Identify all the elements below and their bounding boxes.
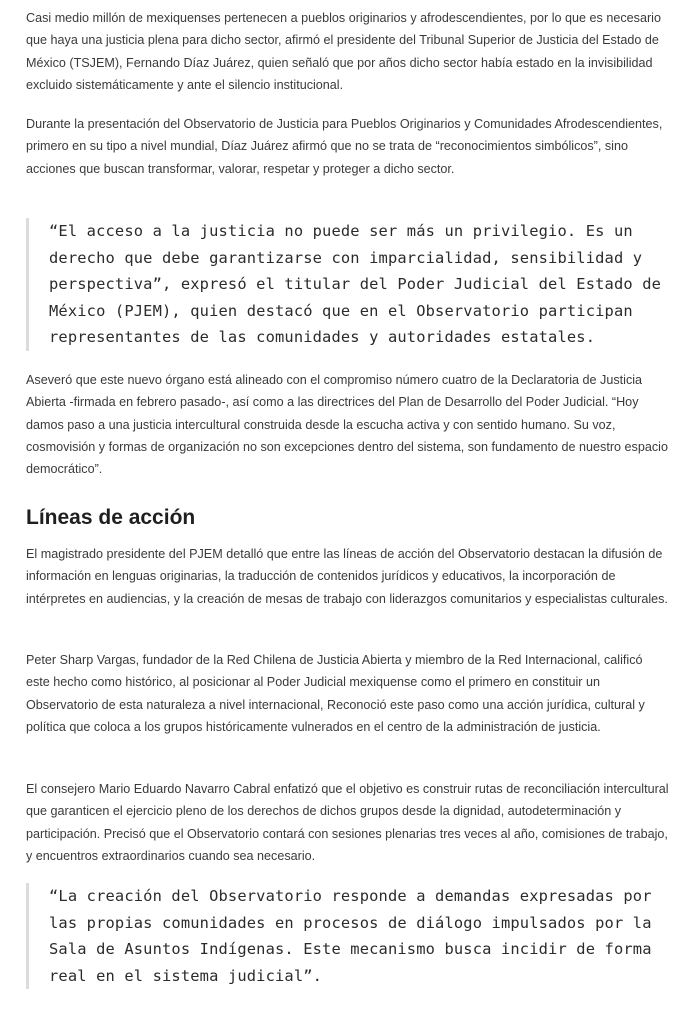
article-paragraph: Aseveró que este nuevo órgano está alineado con el compromiso número cuatro de la Declaratoria de Justicia Abierta -firmada en febrero pasado-, así como a las directrices del Plan de Desarrollo del Poder Judicial. “Hoy damos paso a una justicia intercultural construida desde la escucha activa y con sentido humano. Su voz, cosmovisión y formas de organización no son excepciones dentro del sistema, son fundamento de nuestro espacio democrático”. xyxy=(26,373,668,477)
pull-quote: “El acceso a la justicia no puede ser más un privilegio. Es un derecho que debe garantizarse con imparcialidad, sensibilidad y perspectiva”, expresó el titular del Poder Judicial del Estado de México (PJEM), quien destacó que en el Observatorio participan representantes de las comunidades y autoridades estatales. xyxy=(26,218,672,351)
section-heading: Líneas de acción xyxy=(26,506,196,529)
pull-quote: “La creación del Observatorio responde a demandas expresadas por las propias comunidades en procesos de diálogo impulsados por la Sala de Asuntos Indígenas. Este mecanismo busca incidir de forma real en el sistema judicial”. xyxy=(26,883,672,989)
article-paragraph: El consejero Mario Eduardo Navarro Cabral enfatizó que el objetivo es construir rutas de reconciliación intercultural que garanticen el ejercicio pleno de los derechos de dichos grupos desde la dignidad, autodeterminación y participación. Precisó que el Observatorio contará con sesiones plenarias tres veces al año, comisiones de trabajo, y encuentros extraordinarios cuando sea necesario. xyxy=(26,782,669,863)
article-paragraph: Peter Sharp Vargas, fundador de la Red Chilena de Justicia Abierta y miembro de la Red Internacional, calificó este hecho como histórico, al posicionar al Poder Judicial mexiquense como el primero en constituir un Observatorio de esta naturaleza a nivel internacional, Reconoció este paso como una acción jurídica, cultural y política que coloca a los grupos históricamente vulnerados en el centro de la administración de justicia. xyxy=(26,653,645,734)
article-paragraph: Durante la presentación del Observatorio de Justicia para Pueblos Originarios y Comunidades Afrodescendientes, primero en su tipo a nivel mundial, Díaz Juárez afirmó que no se trata de “reconocimientos simbólicos”, sino acciones que buscan transformar, valorar, respetar y proteger a dicho sector. xyxy=(26,117,663,176)
article-paragraph: El magistrado presidente del PJEM detalló que entre las líneas de acción del Observatorio destacan la difusión de información en lenguas originarias, la traducción de contenidos jurídicos y educativos, la incorporación de intérpretes en audiencias, y la creación de mesas de trabajo con liderazgos comunitarios y especialistas culturales. xyxy=(26,547,668,606)
article-paragraph: Casi medio millón de mexiquenses pertenecen a pueblos originarios y afrodescendientes, por lo que es necesario que haya una justicia plena para dicho sector, afirmó el presidente del Tribunal Superior de Justicia del Estado de México (TSJEM), Fernando Díaz Juárez, quien señaló que por años dicho sector había estado en la invisibilidad excluido sistemáticamente y ante el silencio institucional. xyxy=(26,11,661,92)
